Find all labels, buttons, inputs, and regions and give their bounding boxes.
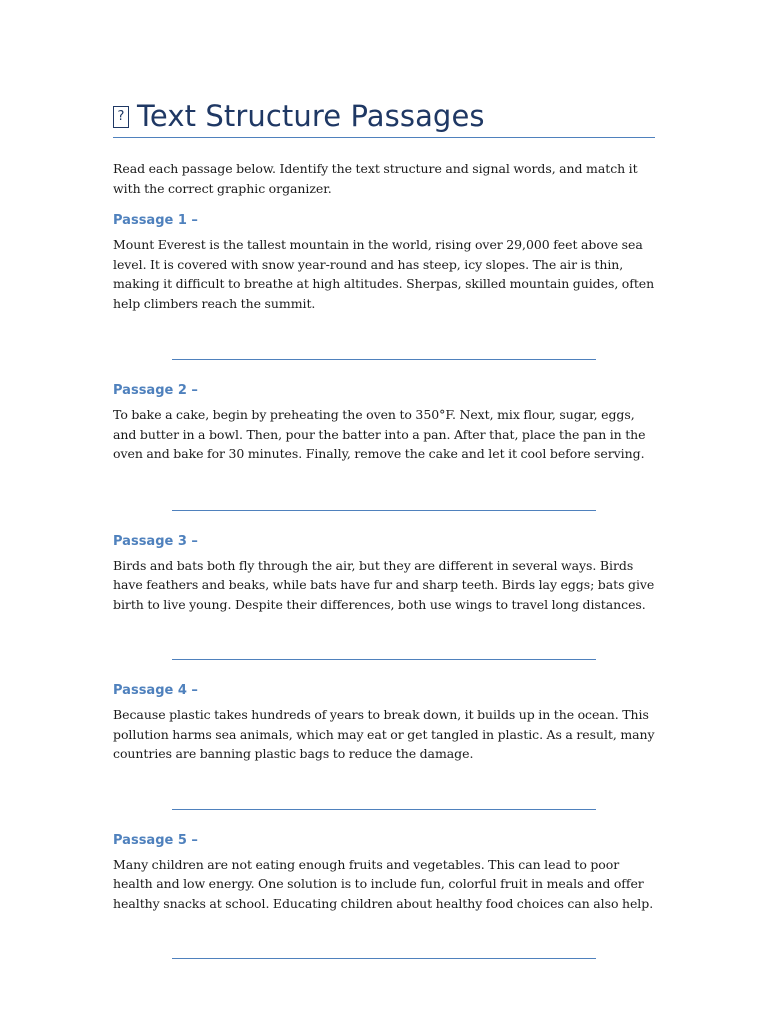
passage-1-text: Mount Everest is the tallest mountain in the world, rising over 29,000 feet above sea level. It is covered with snow year-round and has steep, icy slopes. The air is thin, making it difficult to breathe at high altitudes. Sherpas, skilled mountain guides, often help climbers reach the summit. xyxy=(113,237,655,311)
instructions-text: Read each passage below. Identify the text structure and signal words, and match it with the correct graphic organizer. xyxy=(113,161,638,196)
passage-3 xyxy=(113,533,655,661)
title-underline xyxy=(113,137,655,138)
passage-5 xyxy=(113,832,655,960)
passage-2-heading: Passage 2 – xyxy=(113,383,198,398)
passage-3-text: Birds and bats both fly through the air, but they are different in several ways. Birds have feathers and beaks, while bats have fur and sharp teeth. Birds lay eggs; bats give birth to live young. Despite their differences, both use wings to travel long distances. xyxy=(113,557,655,612)
passage-3-answer-line xyxy=(172,659,596,660)
passage-5-answer-line xyxy=(172,958,596,959)
passage-2 xyxy=(113,382,655,511)
page-title: Text Structure Passages xyxy=(137,99,485,133)
passage-4-heading: Passage 4 – xyxy=(113,683,198,698)
title-row xyxy=(113,96,655,136)
passage-1-answer-line xyxy=(172,359,596,360)
passage-1 xyxy=(113,212,655,360)
passage-4 xyxy=(113,682,655,810)
document-body xyxy=(113,96,655,959)
passage-5-text: Many children are not eating enough fruits and vegetables. This can lead to poor health and low energy. One solution is to include fun, colorful fruit in meals and offer healthy snacks at school. Educating children about healthy food choices can also help. xyxy=(113,856,654,911)
passage-4-answer-line xyxy=(172,809,596,810)
passage-1-heading: Passage 1 – xyxy=(113,213,198,228)
passage-2-answer-line xyxy=(172,510,596,511)
passage-4-text: Because plastic takes hundreds of years to break down, it builds up in the ocean. This pollution harms sea animals, which may eat or get tangled in plastic. As a result, many countries are banning plastic bags to reduce the damage. xyxy=(113,707,655,761)
passage-3-heading: Passage 3 – xyxy=(113,533,198,549)
missing-glyph-icon xyxy=(113,106,129,128)
passage-2-text: To bake a cake, begin by preheating the oven to 350°F. Next, mix flour, sugar, eggs, and butter in a bowl. Then, pour the batter into a pan. After that, place the pan in the oven and bake for 30 minutes. Finally, remove the cake and let it cool before serving. xyxy=(113,407,646,461)
passage-5-heading: Passage 5 – xyxy=(113,832,198,848)
